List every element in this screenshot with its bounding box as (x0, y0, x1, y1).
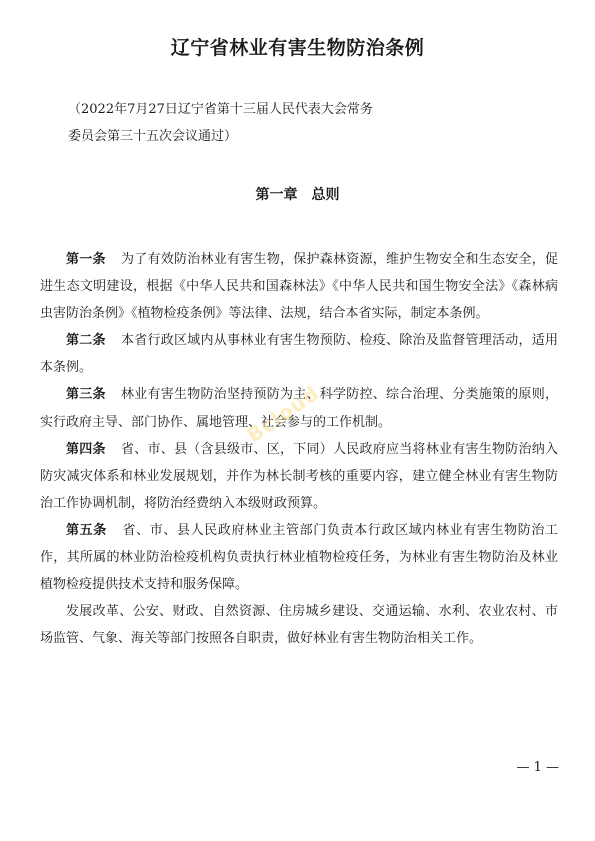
document-title: 辽宁省林业有害生物防治条例 (170, 37, 425, 59)
article-text: 林业有害生物防治坚持预防为主、科学防控、综合治理、分类施策的原则，实行政府主导、部门协作、属地管理、社会参与的工作机制。 (40, 387, 558, 430)
article-paragraph (40, 327, 558, 381)
article-label: 第二条 (66, 333, 106, 349)
watermark-logo: Bcloud (242, 380, 324, 448)
page-number: — 1 — (516, 760, 559, 775)
plain-paragraph: 发展改革、公安、财政、自然资源、住房城乡建设、交通运输、水利、农业农村、市场监管、气象、海关等部门按照各自职责，做好林业有害生物防治相关工作。 (40, 604, 558, 647)
article-text: 省、市、县（含县级市、区，下同）人民政府应当将林业有害生物防治纳入防灾减灾体系和林业发展规划，并作为林长制考核的重要内容，建立健全林业有害生物防治工作协调机制，将防治经费纳入本级财政预算。 (40, 441, 558, 511)
document-subtitle: （2022年7月27日辽宁省第十三届人民代表大会常务 委员会第三十五次会议通过） (68, 102, 373, 144)
article-label: 第五条 (66, 522, 107, 538)
article-paragraph (40, 246, 558, 327)
document-body (40, 246, 558, 652)
article-paragraph (40, 517, 558, 598)
article-text: 省、市、县人民政府林业主管部门负责本行政区域内林业有害生物防治工作，其所属的林业防治检疫机构负责执行林业植物检疫任务，为林业有害生物防治及林业植物检疫提供技术支持和服务保障。 (40, 522, 558, 593)
article-label: 第四条 (66, 441, 106, 457)
article-label: 第一条 (66, 252, 106, 267)
article-text: 本省行政区域内从事林业有害生物预防、检疫、除治及监督管理活动，适用本条例。 (40, 333, 558, 376)
article-label: 第三条 (66, 387, 106, 403)
chapter-heading: 第一章 总则 (255, 187, 340, 203)
article-paragraph (40, 436, 558, 517)
article-text: 为了有效防治林业有害生物，保护森林资源，维护生物安全和生态安全，促进生态文明建设，根据《中华人民共和国森林法》《中华人民共和国生物安全法》《森林病虫害防治条例》《植物检疫条例》等法律、法规，结合本省实际，制定本条例。 (40, 252, 558, 322)
article-paragraph (40, 381, 558, 435)
